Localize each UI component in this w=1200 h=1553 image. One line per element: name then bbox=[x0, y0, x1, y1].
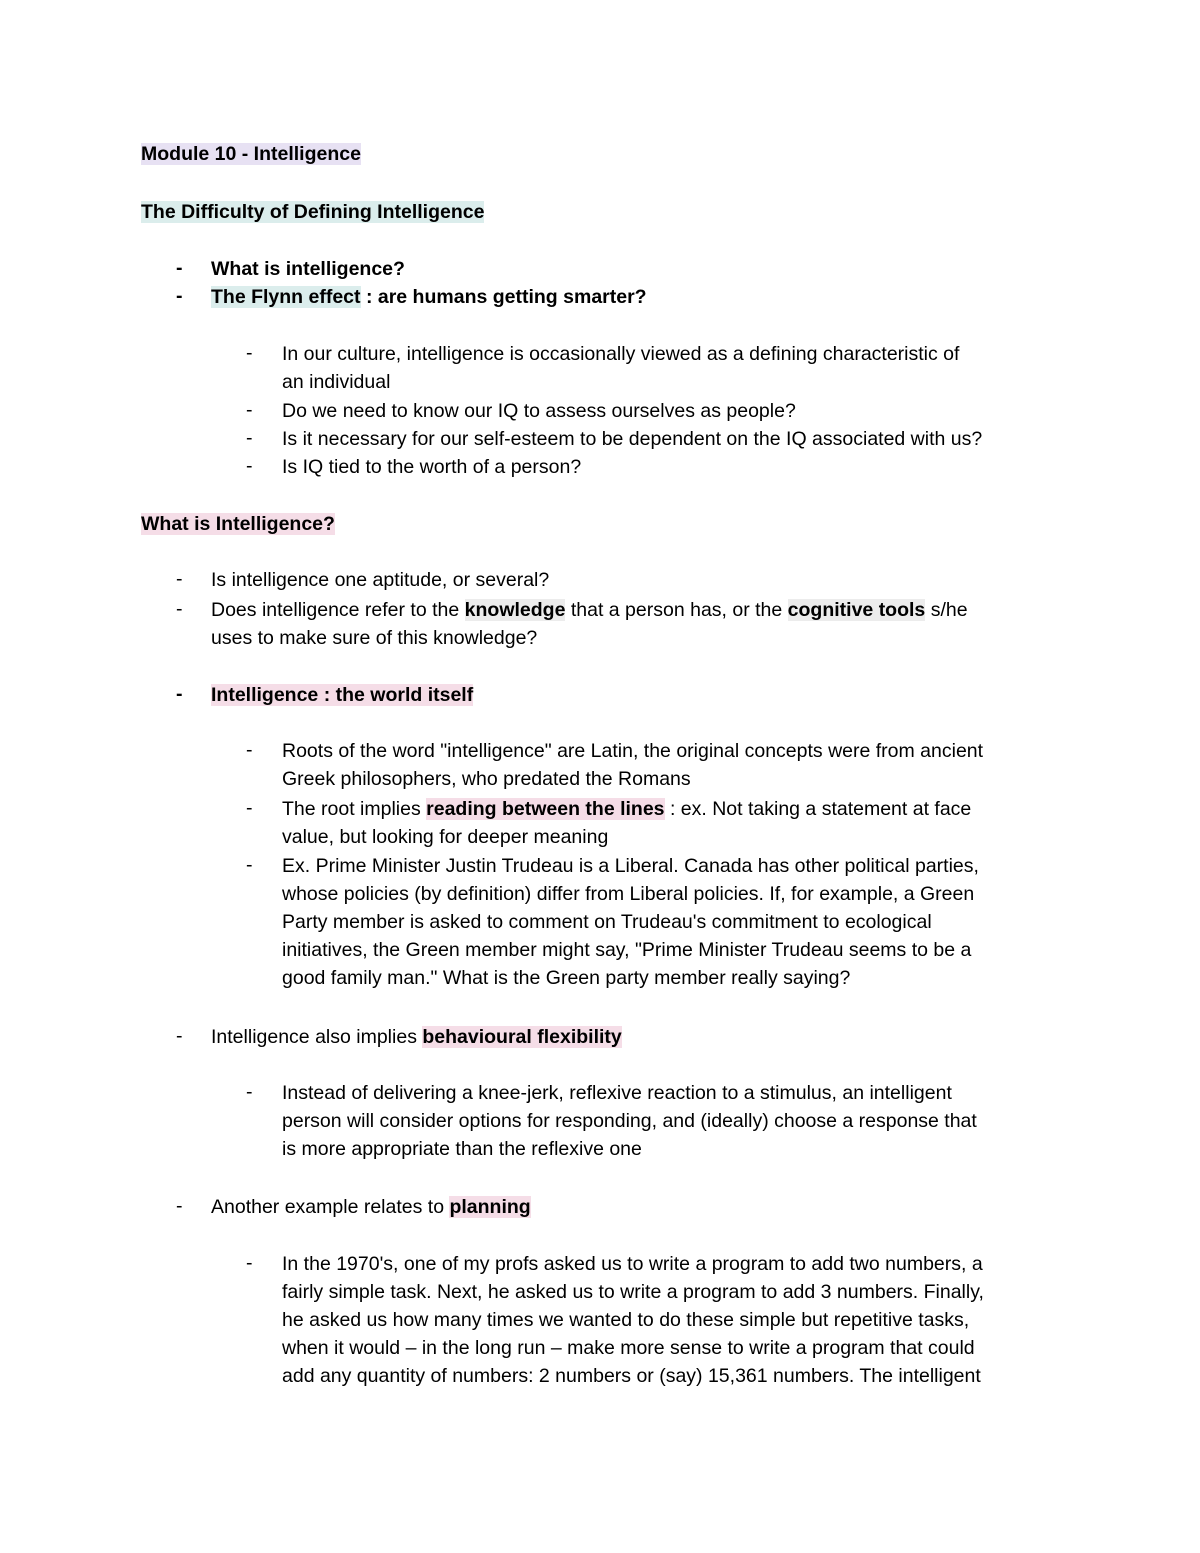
sub-item-trudeau-l3: Party member is asked to comment on Trudeau's commitment to ecological bbox=[282, 911, 932, 933]
sub-item-trudeau-l5: good family man." What is the Green party member really saying? bbox=[282, 967, 851, 989]
sub-item-knee-jerk-l2: person will consider options for responding, and (ideally) choose a response that bbox=[282, 1110, 977, 1132]
sub-bullet-dash: - bbox=[246, 797, 253, 819]
behavioural-flexibility-highlight: behavioural flexibility bbox=[422, 1026, 622, 1048]
section-heading-what-is: What is Intelligence? bbox=[141, 513, 335, 535]
sub-item-roots-l1: Roots of the word "intelligence" are Latin, the original concepts were from ancient bbox=[282, 740, 984, 762]
bullet-dash: - bbox=[176, 598, 183, 620]
sub-item-program-l1: In the 1970's, one of my profs asked us to write a program to add two numbers, a bbox=[282, 1253, 983, 1275]
sub-item-trudeau-l4: initiatives, the Green member might say, "Prime Minister Trudeau seems to be a bbox=[282, 939, 972, 961]
sub-bullet-dash: - bbox=[246, 854, 253, 876]
list-item-planning bbox=[211, 1195, 531, 1219]
planning-highlight: planning bbox=[449, 1196, 531, 1218]
cognitive-tools-highlight: cognitive tools bbox=[787, 599, 926, 621]
list-item-aptitude: Is intelligence one aptitude, or several? bbox=[211, 569, 550, 591]
list-item-flynn-effect bbox=[211, 285, 647, 309]
section-heading-difficulty-line bbox=[141, 200, 484, 224]
flynn-effect-highlight: The Flynn effect bbox=[211, 286, 361, 308]
section-heading-difficulty: The Difficulty of Defining Intelligence bbox=[141, 201, 485, 223]
flynn-effect-rest: : are humans getting smarter? bbox=[360, 286, 647, 308]
sub-item-roots-l2: Greek philosophers, who predated the Romans bbox=[282, 768, 691, 790]
world-itself-highlight: Intelligence : the world itself bbox=[211, 684, 474, 706]
module-title-line bbox=[141, 142, 361, 166]
sub-item-trudeau-l1: Ex. Prime Minister Justin Trudeau is a Liberal. Canada has other political parties, bbox=[282, 855, 979, 877]
text-run: Intelligence also implies bbox=[211, 1026, 423, 1048]
list-item-behavioural-flexibility bbox=[211, 1025, 622, 1049]
bullet-dash: - bbox=[176, 285, 183, 307]
sub-item-program-l4: when it would – in the long run – make more sense to write a program that could bbox=[282, 1337, 975, 1359]
list-item-knowledge-l1 bbox=[211, 598, 968, 622]
text-run: that a person has, or the bbox=[565, 599, 788, 621]
sub-item-program-l3: he asked us how many times we wanted to do these simple but repetitive tasks, bbox=[282, 1309, 970, 1331]
sub-item-root-implies-l1 bbox=[282, 797, 971, 821]
list-item-text: What is intelligence? bbox=[211, 258, 405, 280]
sub-bullet-dash: - bbox=[246, 1081, 253, 1103]
sub-item-culture-l1: In our culture, intelligence is occasionally viewed as a defining characteristic of bbox=[282, 343, 960, 365]
bullet-dash: - bbox=[176, 568, 183, 590]
sub-item-culture-l2: an individual bbox=[282, 371, 391, 393]
sub-bullet-dash: - bbox=[246, 427, 253, 449]
text-run: s/he bbox=[925, 599, 968, 621]
sub-item-know-iq: Do we need to know our IQ to assess ourselves as people? bbox=[282, 400, 796, 422]
sub-item-iq-worth: Is IQ tied to the worth of a person? bbox=[282, 456, 582, 478]
sub-item-self-esteem: Is it necessary for our self-esteem to be dependent on the IQ associated with us? bbox=[282, 428, 983, 450]
bullet-dash: - bbox=[176, 1025, 183, 1047]
bullet-dash: - bbox=[176, 1195, 183, 1217]
list-item-world-itself bbox=[211, 683, 473, 707]
text-run: The root implies bbox=[282, 798, 427, 820]
bullet-dash: - bbox=[176, 257, 183, 279]
sub-item-knee-jerk-l3: is more appropriate than the reflexive one bbox=[282, 1138, 642, 1160]
sub-bullet-dash: - bbox=[246, 342, 253, 364]
sub-bullet-dash: - bbox=[246, 1252, 253, 1274]
sub-bullet-dash: - bbox=[246, 739, 253, 761]
sub-item-trudeau-l2: whose policies (by definition) differ from Liberal policies. If, for example, a Green bbox=[282, 883, 975, 905]
section-heading-what-is-line bbox=[141, 512, 335, 536]
module-title: Module 10 - Intelligence bbox=[141, 143, 361, 165]
sub-item-knee-jerk-l1: Instead of delivering a knee-jerk, reflexive reaction to a stimulus, an intelligent bbox=[282, 1082, 952, 1104]
list-item-knowledge-l2: uses to make sure of this knowledge? bbox=[211, 627, 538, 649]
text-run: Another example relates to bbox=[211, 1196, 450, 1218]
list-item-what-is-intelligence bbox=[211, 257, 405, 281]
sub-item-program-l5: add any quantity of numbers: 2 numbers or (say) 15,361 numbers. The intelligent bbox=[282, 1365, 981, 1387]
knowledge-highlight: knowledge bbox=[464, 599, 566, 621]
bullet-dash: - bbox=[176, 683, 183, 705]
sub-bullet-dash: - bbox=[246, 399, 253, 421]
text-run: : ex. Not taking a statement at face bbox=[664, 798, 972, 820]
sub-bullet-dash: - bbox=[246, 455, 253, 477]
text-run: Does intelligence refer to the bbox=[211, 599, 465, 621]
sub-item-program-l2: fairly simple task. Next, he asked us to write a program to add 3 numbers. Finally, bbox=[282, 1281, 984, 1303]
sub-item-root-implies-l2: value, but looking for deeper meaning bbox=[282, 826, 609, 848]
reading-between-lines-highlight: reading between the lines bbox=[426, 798, 665, 820]
